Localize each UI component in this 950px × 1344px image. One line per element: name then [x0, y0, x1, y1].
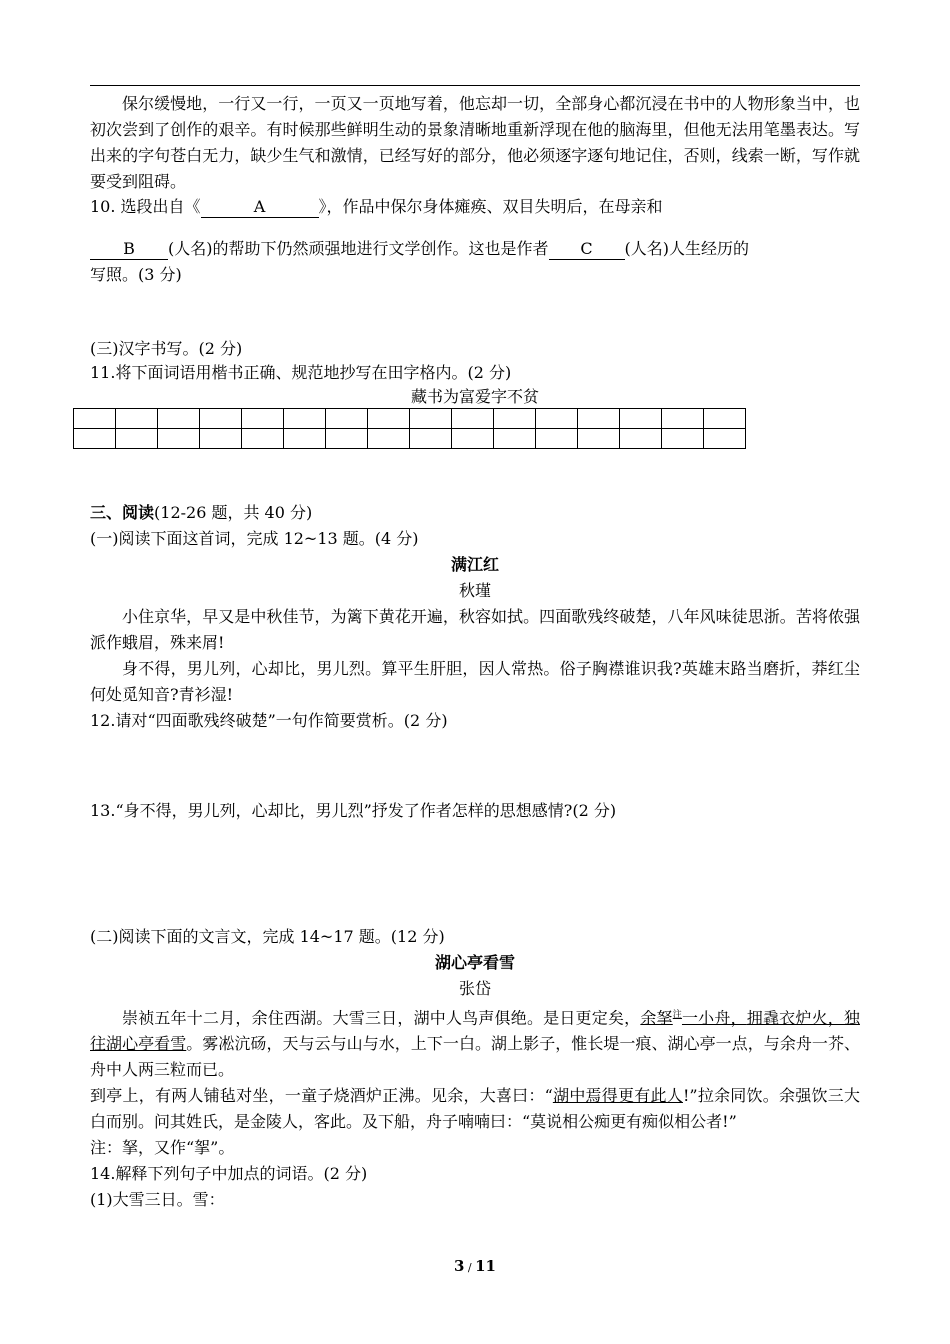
grid-cell[interactable] — [74, 429, 116, 449]
grid-cell[interactable] — [284, 409, 326, 429]
grid-cell[interactable] — [620, 409, 662, 429]
essay-paragraph-2 — [90, 1083, 860, 1135]
part2-section — [90, 924, 860, 1213]
essay-p1-underline-3: 拥毳衣炉火，独往湖心亭看雪 — [90, 1008, 860, 1054]
grid-cell[interactable] — [452, 429, 494, 449]
essay-p2-underline: 湖中焉得更有此人 — [552, 1086, 683, 1106]
essay-note: 注：拏，又作“挐”。 — [90, 1138, 235, 1158]
question-10 — [90, 194, 860, 220]
q10-mid1: 》，作品中保尔身体瘫痪、双目失明后，在母亲和 — [318, 197, 663, 216]
essay-p1-underline-2: 一小舟， — [681, 1008, 747, 1028]
poem-paragraph-1: 小住京华，早又是中秋佳节，为篱下黄花开遍，秋容如拭。四面歌残终破楚，八年风味徒思浙。苦将侬强派作蛾眉，殊来屑! — [90, 607, 860, 652]
grid-cell[interactable] — [410, 429, 452, 449]
grid-cell[interactable] — [662, 429, 704, 449]
grid-cell[interactable] — [368, 409, 410, 429]
grid-row — [74, 429, 746, 449]
grid-cell[interactable] — [410, 409, 452, 429]
essay-paragraph-1 — [90, 1002, 860, 1083]
note-marker: 注 — [672, 1010, 682, 1020]
essay-p1-a: 崇祯五年十二月，余住西湖。大雪三日，湖中人鸟声俱绝。是日更定矣， — [122, 1008, 641, 1028]
q10-line-2 — [90, 236, 860, 262]
grid-cell[interactable] — [158, 429, 200, 449]
essay-p1-b: 。雾凇沆砀，天与云与山与水，上下一白。湖上影子，惟长堤一痕、湖心亭一点，与余舟一芥、舟中人两三粒而已。 — [90, 1034, 860, 1080]
grid-cell[interactable] — [200, 429, 242, 449]
section-3 — [90, 336, 860, 386]
grid-cell[interactable] — [536, 409, 578, 429]
grid-cell[interactable] — [368, 429, 410, 449]
q10-mid2: (人名)的帮助下仍然顽强地进行文学创作。这也是作者 — [168, 239, 549, 258]
blank-a: A — [201, 197, 319, 218]
grid-cell[interactable] — [242, 429, 284, 449]
q10-line-1 — [90, 194, 860, 220]
blank-b: B — [90, 239, 168, 260]
grid-cell[interactable] — [326, 429, 368, 449]
question-13: 13.“身不得，男儿列，心却比，男儿烈”抒发了作者怎样的思想感情?(2 分) — [90, 801, 617, 820]
question-12: 12.请对“四面歌残终破楚”一句作简要赏析。(2 分) — [90, 711, 448, 730]
grid-cell[interactable] — [200, 409, 242, 429]
grid-cell[interactable] — [74, 409, 116, 429]
grid-row — [74, 409, 746, 429]
reading-title-bold: 三、阅读 — [90, 503, 155, 522]
essay-p2-b: !”拉余同饮。余强饮三大白而别。问其姓氏，是金陵人，客此。及下船，舟子喃喃曰：“莫说相公痴更有痴似相公者!” — [90, 1086, 860, 1132]
essay-p2-a: 到亭上，有两人铺毡对坐，一童子烧酒炉正沸。见余，大喜曰：“ — [90, 1086, 553, 1106]
grid-cell[interactable] — [158, 409, 200, 429]
reading-title-rest: (12-26 题，共 40 分) — [154, 503, 313, 522]
grid-cell[interactable] — [326, 409, 368, 429]
grid-cell[interactable] — [620, 429, 662, 449]
poem-author: 秋瑾 — [458, 581, 491, 600]
page-total: 11 — [475, 1257, 496, 1275]
grid-cell[interactable] — [536, 429, 578, 449]
q11-text: 11.将下面词语用楷书正确、规范地抄写在田字格内。(2 分) — [90, 363, 512, 382]
grid-cell[interactable] — [494, 409, 536, 429]
poem-title: 满江红 — [450, 555, 499, 574]
essay-p1-underline-1: 余拏 — [640, 1008, 673, 1028]
grid-cell[interactable] — [284, 429, 326, 449]
page-number — [0, 1257, 950, 1275]
essay-title: 湖心亭看雪 — [434, 953, 515, 972]
tianzige-grid — [73, 408, 746, 449]
blank-c: C — [549, 239, 625, 260]
question-14-1: (1)大雪三日。雪： — [90, 1190, 225, 1210]
passage-paragraph: 保尔缓慢地，一行又一行，一页又一页地写着，他忘却一切，全部身心都沉浸在书中的人物形象当中，也初次尝到了创作的艰辛。有时候那些鲜明生动的景象清晰地重新浮现在他的脑海里，但他无法用笔墨表达。写出来的字句苍白无力，缺少生气和激情，已经写好的部分，他必须逐字逐句地记住，否则，线索一断，写作就要受到阻碍。 — [90, 94, 860, 191]
poem-paragraph-2: 身不得，男儿列，心却比，男儿烈。算平生肝胆，因人常热。俗子胸襟谁识我?英雄末路当磨折，莽红尘何处觅知音?青衫湿! — [90, 659, 860, 704]
passage-block — [90, 91, 860, 195]
q10-mid3: (人名)人生经历的 — [624, 239, 749, 258]
q11-words: 藏书为富爱字不贫 — [410, 387, 539, 406]
question-10-cont — [90, 236, 860, 288]
reading-section — [90, 500, 860, 734]
grid-cell[interactable] — [578, 429, 620, 449]
grid-cell[interactable] — [116, 429, 158, 449]
question-14: 14.解释下列句子中加点的词语。(2 分) — [90, 1164, 368, 1184]
part2-header: (二)阅读下面的文言文，完成 14~17 题。(12 分) — [90, 927, 445, 946]
page-separator: / — [464, 1261, 476, 1274]
grid-cell[interactable] — [452, 409, 494, 429]
reading-title — [90, 500, 860, 526]
grid-cell[interactable] — [704, 409, 746, 429]
part1-header: (一)阅读下面这首词，完成 12~13 题。(4 分) — [90, 529, 419, 548]
q10-line-3: 写照。(3 分) — [90, 265, 182, 284]
grid-cell[interactable] — [662, 409, 704, 429]
q10-prefix: 10. 选段出自《 — [90, 197, 201, 216]
essay-author: 张岱 — [458, 979, 491, 998]
sec3-header: (三)汉字书写。(2 分) — [90, 339, 243, 358]
page-current: 3 — [453, 1257, 465, 1275]
grid-cell[interactable] — [704, 429, 746, 449]
header-rule — [90, 85, 860, 86]
grid-cell[interactable] — [494, 429, 536, 449]
grid-cell[interactable] — [242, 409, 284, 429]
grid-cell[interactable] — [116, 409, 158, 429]
grid-cell[interactable] — [578, 409, 620, 429]
